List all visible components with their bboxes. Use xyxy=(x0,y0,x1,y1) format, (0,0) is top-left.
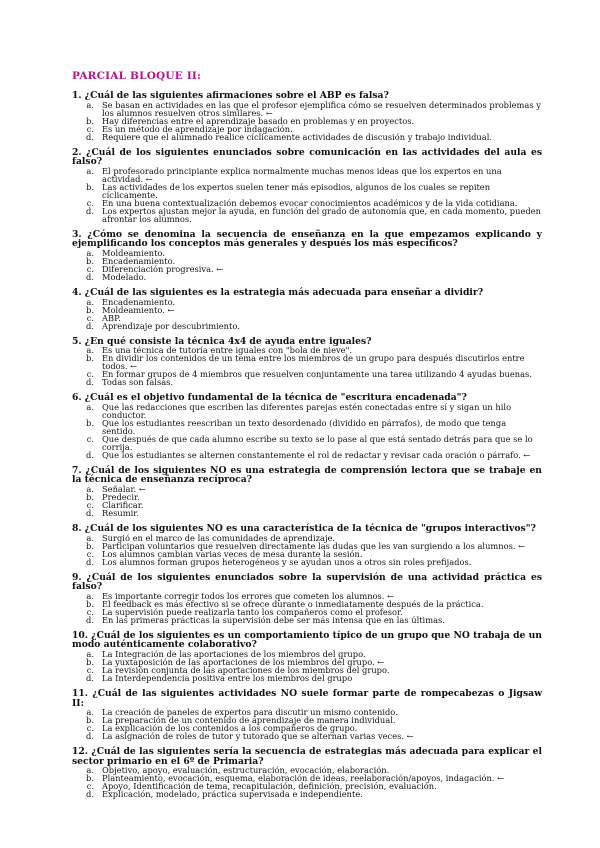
option-letter: b. xyxy=(86,656,94,667)
answer-option xyxy=(72,616,542,624)
option-letter: a. xyxy=(86,483,94,494)
option-text: Encadenamiento. xyxy=(102,296,176,307)
option-text: La supervisión puede realizarla tanto los compañeros como el profesor. xyxy=(102,606,403,617)
option-letter: b. xyxy=(86,540,94,551)
option-letter: d. xyxy=(86,614,94,625)
answer-option xyxy=(72,509,542,517)
option-text: Las actividades de los expertos suelen tener más episodios, algunos de los cuales se repiten cíclicamente. xyxy=(102,181,491,200)
option-text: Surgió en el marco de las comunidades de aprendizaje. xyxy=(102,532,336,543)
option-letter: a. xyxy=(86,590,94,601)
option-text: Los expertos ajustan mejor la ayuda, en función del grado de autonomía que, en cada momento, pueden afrontar los alumnos. xyxy=(102,205,541,224)
question-text: 4. ¿Cuál de las siguientes es la estrategia más adecuada para enseñar a dividir? xyxy=(72,286,484,298)
question-block xyxy=(72,148,542,223)
option-letter: a. xyxy=(86,707,94,718)
option-letter: a. xyxy=(86,401,94,412)
option-letter: c. xyxy=(86,723,94,734)
answer-options xyxy=(72,403,542,459)
question-block xyxy=(72,230,542,281)
option-letter: c. xyxy=(86,312,94,323)
question-block xyxy=(72,747,542,798)
option-text: Señalar. ← xyxy=(102,483,146,494)
option-text: La creación de paneles de expertos para discutir un mismo contenido. xyxy=(102,707,398,718)
option-letter: b. xyxy=(86,304,94,315)
exam-page xyxy=(72,70,542,805)
question-text: 6. ¿Cuál es el objetivo fundamental de la técnica de "escritura encadenada"? xyxy=(72,392,467,404)
option-letter: b. xyxy=(86,715,94,726)
answer-option xyxy=(72,183,542,199)
option-letter: b. xyxy=(86,491,94,502)
option-letter: d. xyxy=(86,271,94,282)
option-letter: c. xyxy=(86,664,94,675)
option-text: Encadenamiento. xyxy=(102,255,176,266)
answer-option xyxy=(72,790,542,798)
option-letter: a. xyxy=(86,247,94,258)
option-letter: a. xyxy=(86,765,94,776)
option-text: Aprendizaje por descubrimiento. xyxy=(102,320,240,331)
question-text: 10. ¿Cuál de los siguientes es un comportamiento típico de un grupo que NO trabaja de un modo auténticamente colaborativo? xyxy=(72,629,542,651)
answer-option xyxy=(72,501,542,509)
option-letter: d. xyxy=(86,672,94,683)
option-letter: c. xyxy=(86,263,94,274)
question-block xyxy=(72,466,542,517)
option-letter: c. xyxy=(86,606,94,617)
answer-option xyxy=(72,674,542,682)
option-text: Modelado. xyxy=(102,271,147,282)
answer-option xyxy=(72,101,542,117)
option-letter: d. xyxy=(86,556,94,567)
answer-option xyxy=(72,451,542,459)
answer-option xyxy=(72,207,542,223)
option-letter: a. xyxy=(86,165,94,176)
answer-option xyxy=(72,167,542,183)
option-text: Es una técnica de tutoría entre iguales con "bola de nieve". xyxy=(102,345,353,356)
option-text: En las primeras prácticas la supervisión debe ser más intensa que en las últimas. xyxy=(102,614,445,625)
answer-options xyxy=(72,346,542,386)
option-text: La explicación de los contenidos a los compañeros de grupo. xyxy=(102,723,358,734)
answer-options xyxy=(72,101,542,141)
question-text: 3. ¿Cómo se denomina la secuencia de enseñanza en la que empezamos explicando y ejemplificando los conceptos más generales y después los más específicos? xyxy=(72,228,542,250)
option-letter: d. xyxy=(86,131,94,142)
answer-option xyxy=(72,485,542,493)
option-text: En una buena contextualización debemos evocar conocimientos académicos y de la vida cotidiana. xyxy=(102,197,518,208)
question-block xyxy=(72,91,542,141)
option-text: Que las redacciones que escriben las diferentes parejas estén conectadas entre sí y sigan un hilo conductor. xyxy=(102,401,512,420)
option-text: La preparación de un contenido de aprendizaje de manera individual. xyxy=(102,715,396,726)
option-letter: d. xyxy=(86,449,94,460)
option-text: En formar grupos de 4 miembros que resuelven conjuntamente una tarea utilizando 4 ayudas buenas. xyxy=(102,369,532,380)
answer-options xyxy=(72,766,542,798)
option-text: Se basan en actividades en las que el profesor ejemplifica cómo se resuelven determinados problemas y los alumnos resuelven otros similares. ← xyxy=(102,99,541,118)
answer-options xyxy=(72,298,542,330)
option-letter: c. xyxy=(86,548,94,559)
answer-option xyxy=(72,378,542,386)
option-letter: c. xyxy=(86,781,94,792)
option-letter: c. xyxy=(86,123,94,134)
option-letter: b. xyxy=(86,255,94,266)
option-text: El profesorado principiante explica normalmente muchas menos ideas que los expertos en una actividad. ← xyxy=(102,165,502,184)
option-text: Que después de que cada alumno escribe su texto se lo pase al que está sentado detrás para que se lo corrija. xyxy=(102,433,533,452)
option-letter: b. xyxy=(86,598,94,609)
option-text: Participan voluntarios que resuelven directamente las dudas que les van surgiendo a los alumnos. ← xyxy=(102,540,526,551)
question-text: 2. ¿Cuál de los siguientes enunciados sobre comunicación en las actividades del aula es falso? xyxy=(72,146,542,168)
answer-options xyxy=(72,592,542,624)
answer-option xyxy=(72,273,542,281)
question-block xyxy=(72,524,542,566)
option-letter: c. xyxy=(86,369,94,380)
answer-options xyxy=(72,249,542,281)
page-title: PARCIAL BLOQUE II: xyxy=(72,70,202,82)
option-text: La Integración de las aportaciones de los miembros del grupo. xyxy=(102,648,366,659)
question-list xyxy=(72,91,542,798)
option-letter: a. xyxy=(86,532,94,543)
option-text: La asignación de roles de tutor y tutorado que se alternan varias veces. ← xyxy=(102,731,414,742)
option-letter: a. xyxy=(86,296,94,307)
answer-options xyxy=(72,167,542,223)
option-text: Explicación, modelado, práctica supervisada e independiente. xyxy=(102,789,363,800)
option-letter: a. xyxy=(86,345,94,356)
option-text: Objetivo, apoyo, evaluación, estructuración, evocación, elaboración. xyxy=(102,765,390,776)
option-text: ABP. xyxy=(102,312,121,323)
option-text: Moldeamiento. xyxy=(102,247,165,258)
answer-option xyxy=(72,435,542,451)
answer-option xyxy=(72,403,542,419)
question-text: 8. ¿Cuál de los siguientes NO es una característica de la técnica de "grupos interactivos"? xyxy=(72,522,536,534)
option-letter: c. xyxy=(86,499,94,510)
option-text: Los alumnos cambian varias veces de mesa durante la sesión. xyxy=(102,548,363,559)
answer-option xyxy=(72,558,542,566)
answer-option xyxy=(72,133,542,141)
option-text: Moldeamiento. ← xyxy=(102,304,175,315)
question-block xyxy=(72,573,542,624)
option-letter: b. xyxy=(86,417,94,428)
option-text: Requiere que el alumnado realice cíclicamente actividades de discusión y trabajo individual. xyxy=(102,131,492,142)
option-text: Los alumnos forman grupos heterogéneos y se ayudan unos a otros sin roles prefijados. xyxy=(102,556,472,567)
option-letter: a. xyxy=(86,99,94,110)
option-text: Clarificar. xyxy=(102,499,144,510)
option-letter: d. xyxy=(86,789,94,800)
option-letter: d. xyxy=(86,205,94,216)
answer-option xyxy=(72,419,542,435)
option-text: Diferenciación progresiva. ← xyxy=(102,263,224,274)
option-letter: d. xyxy=(86,507,94,518)
question-block xyxy=(72,689,542,740)
option-text: Que los estudiantes se alternen constantemente el rol de redactar y revisar cada oración o párrafo. ← xyxy=(102,449,531,460)
option-letter: d. xyxy=(86,731,94,742)
option-letter: d. xyxy=(86,377,94,388)
answer-options xyxy=(72,534,542,566)
question-text: 5. ¿En qué consiste la técnica 4x4 de ayuda entre iguales? xyxy=(72,335,372,347)
option-text: Es un método de aprendizaje por indagación. xyxy=(102,123,293,134)
question-text: 11. ¿Cuál de las siguientes actividades NO suele formar parte de rompecabezas o Jigsaw II: xyxy=(72,687,542,709)
option-letter: b. xyxy=(86,773,94,784)
question-text: 12. ¿Cuál de las siguientes sería la secuencia de estrategias más adecuada para explicar el sector primario en el 6º de Primaria? xyxy=(72,746,542,767)
option-text: El feedback es más efectivo si se ofrece durante o inmediatamente después de la práctica. xyxy=(102,598,484,609)
option-letter: b. xyxy=(86,115,94,126)
option-letter: b. xyxy=(86,181,94,192)
answer-option xyxy=(72,732,542,740)
option-text: En dividir los contenidos de un tema entre los miembros de un grupo para después discutirlos entre todos. ← xyxy=(102,353,525,372)
question-block xyxy=(72,337,542,387)
question-block xyxy=(72,288,542,330)
option-text: La yuxtaposición de las aportaciones de los miembros del grupo. ← xyxy=(102,656,385,667)
option-text: Resumir. xyxy=(102,507,139,518)
question-block xyxy=(72,631,542,682)
question-text: 9. ¿Cuál de los siguientes enunciados sobre la supervisión de una actividad práctica es falso? xyxy=(72,571,542,593)
option-text: La revisión conjunta de las aportaciones de los miembros del grupo. xyxy=(102,664,390,675)
option-letter: a. xyxy=(86,648,94,659)
option-text: Planteamiento, evocación, esquema, elaboración de ideas, reelaboración/apoyos, indagación. ← xyxy=(102,773,505,784)
answer-option xyxy=(72,322,542,330)
option-letter: c. xyxy=(86,197,94,208)
answer-options xyxy=(72,485,542,517)
option-letter: b. xyxy=(86,353,94,364)
option-text: Apoyo, Identificación de tema, recapitulación, definición, precisión, evaluación. xyxy=(102,781,437,792)
answer-options xyxy=(72,708,542,740)
option-text: Que los estudiantes reescriban un texto desordenado (dividido en párrafos), de modo que tenga sentido. xyxy=(102,417,507,436)
option-text: La Interdependencia positiva entre los miembros del grupo xyxy=(102,672,353,683)
option-text: Es importante corregir todos los errores que cometen los alumnos. ← xyxy=(102,590,395,601)
question-text: 7. ¿Cuál de los siguientes NO es una estrategia de comprensión lectora que se trabaje en la técnica de enseñanza recíproca? xyxy=(72,464,542,486)
question-block xyxy=(72,393,542,459)
answer-option xyxy=(72,354,542,370)
option-text: Predecir. xyxy=(102,491,140,502)
option-text: Hay diferencias entre el aprendizaje basado en problemas y en proyectos. xyxy=(102,115,415,126)
answer-options xyxy=(72,650,542,682)
question-text: 1. ¿Cuál de las siguientes afirmaciones sobre el ABP es falsa? xyxy=(72,90,389,101)
option-letter: d. xyxy=(86,320,94,331)
answer-option xyxy=(72,306,542,314)
option-text: Todas son falsas. xyxy=(102,377,174,388)
option-letter: c. xyxy=(86,433,94,444)
